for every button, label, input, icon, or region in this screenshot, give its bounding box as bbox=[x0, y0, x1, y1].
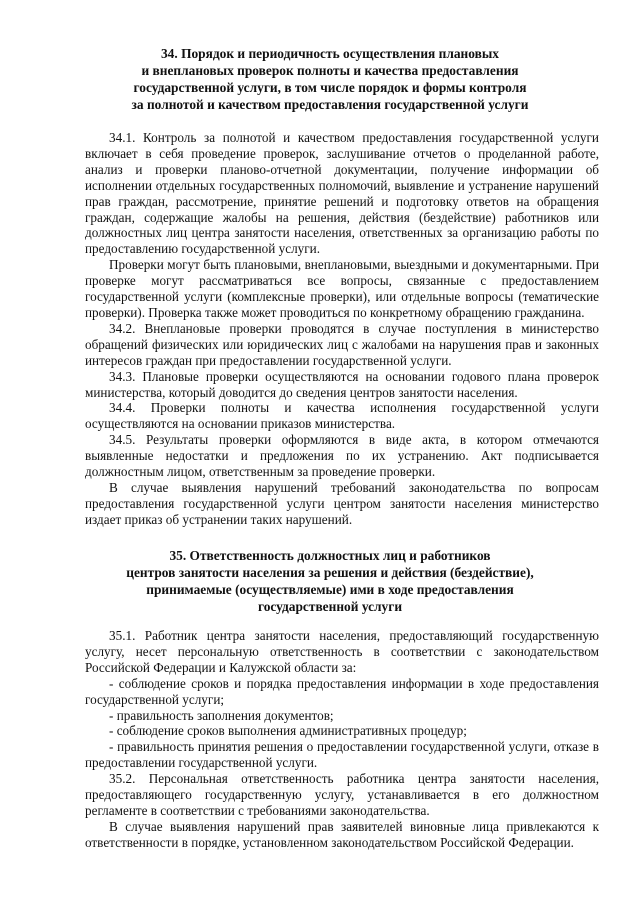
section-35-body bbox=[85, 628, 599, 851]
paragraph-35-2: 35.2. Персональная ответственность работника центра занятости населения, предоставляющего государственную услугу, устанавливается в его должностном регламенте в соответствии с требованиями законодательства. bbox=[85, 771, 599, 818]
section-35-heading-line: принимаемые (осуществляемые) ими в ходе предоставления bbox=[146, 582, 514, 597]
list-item: - правильность принятия решения о предоставлении государственной услуги, отказе в предоставлении государственной услуги. bbox=[85, 739, 599, 771]
list-item: - соблюдение сроков и порядка предоставления информации в ходе предоставления государственной услуги; bbox=[85, 675, 599, 707]
section-34-heading-line: 34. Порядок и периодичность осуществления плановых bbox=[160, 46, 500, 61]
paragraph-34-5-violations: В случае выявления нарушений требований законодательства по вопросам предоставления государственной услуги центром занятости населения министерство издает приказ об устранении таких нарушений. bbox=[85, 479, 599, 527]
paragraph-34-5: 34.5. Результаты проверки оформляются в виде акта, в котором отмечаются выявленные недостатки и предложения по их устранению. Акт подписывается должностным лицом, ответственным за проведение проверки. bbox=[85, 432, 599, 480]
section-34-heading-line: и внеплановых проверок полноты и качества предоставления bbox=[141, 63, 519, 78]
section-35-heading-line: центров занятости населения за решения и действия (бездействие), bbox=[126, 565, 534, 580]
paragraph-34-3: 34.3. Плановые проверки осуществляются на основании годового плана проверок министерства, который доводится до сведения центров занятости населения. bbox=[85, 368, 599, 400]
paragraph-34-1: 34.1. Контроль за полнотой и качеством предоставления государственной услуги включает в себя проведение проверок, заслушивание отчетов о проделанной работе, анализ и проверки планово-отчетной документации, получение информации об исполнении отдельных государственных полномочий, выявление и устранение нарушений прав граждан, рассмотрение, принятие решений и подготовку ответов на обращения граждан, содержащие жалобы на решения, действия (бездействие) работников или должностных лиц центра занятости населения, ответственных за организацию работы по предоставлению государственной услуги. bbox=[85, 130, 599, 257]
section-34-heading bbox=[60, 45, 600, 113]
section-35-heading bbox=[60, 547, 600, 615]
paragraph-34-1-inspections: Проверки могут быть плановыми, внеплановыми, выездными и документарными. При проверке могут рассматриваться все вопросы, связанные с предоставлением государственной услуги (комплексные проверки), или отдельные вопросы (тематические проверки). Проверка также может проводиться по конкретному обращению гражданина. bbox=[85, 257, 599, 320]
paragraph-34-4: 34.4. Проверки полноты и качества исполнения государственной услуги осуществляются на основании приказов министерства. bbox=[85, 400, 599, 432]
list-item: - соблюдение сроков выполнения административных процедур; bbox=[109, 723, 467, 739]
section-34-heading-line: за полнотой и качеством предоставления государственной услуги bbox=[131, 97, 529, 112]
section-34-body bbox=[85, 130, 599, 528]
paragraph-34-2: 34.2. Внеплановые проверки проводятся в случае поступления в министерство обращений физических или юридических лиц с жалобами на нарушения прав и законных интересов граждан при предоставлении государственной услуги. bbox=[85, 320, 599, 368]
section-35-heading-line: 35. Ответственность должностных лиц и работников bbox=[169, 548, 491, 563]
section-35-heading-line: государственной услуги bbox=[257, 599, 403, 614]
section-34-heading-line: государственной услуги, в том числе порядок и формы контроля bbox=[133, 80, 527, 95]
list-item: - правильность заполнения документов; bbox=[109, 707, 334, 723]
paragraph-35-2-liability: В случае выявления нарушений прав заявителей виновные лица привлекаются к ответственности в порядке, установленном законодательством Российской Федерации. bbox=[85, 818, 599, 850]
paragraph-35-1: 35.1. Работник центра занятости населения, предоставляющий государственную услугу, несет персональную ответственность в соответствии с законодательством Российской Федерации и Калужской области за: bbox=[85, 628, 599, 675]
